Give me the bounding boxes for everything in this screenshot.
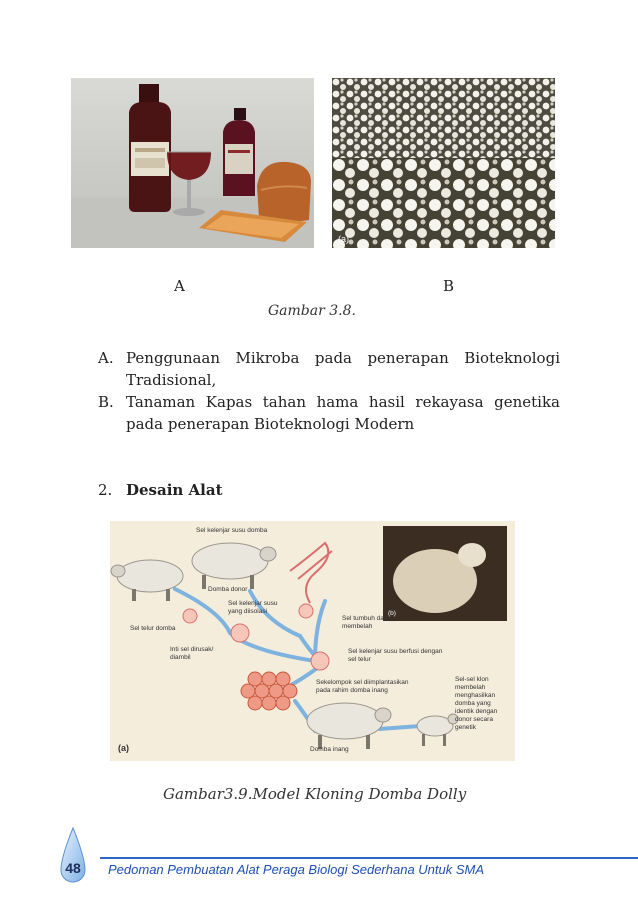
- diagram-label: membelah: [455, 684, 486, 691]
- list-item: [98, 347, 560, 391]
- list-line: Tradisional,: [126, 371, 217, 389]
- list-item: [98, 391, 560, 435]
- diagram-label: donor secara: [455, 716, 493, 723]
- list-line: Penggunaan Mikroba pada penerapan Bioteknologi: [126, 349, 560, 367]
- surrogate-sheep-icon: [307, 703, 391, 749]
- diagram-label: sel telur: [348, 656, 371, 663]
- diagram-label: yang diisolasi: [228, 608, 268, 615]
- figure-caption-3-8: Gambar 3.8.: [268, 303, 356, 319]
- panel-a-label: (a): [118, 743, 129, 753]
- water-drop-icon: [58, 826, 88, 888]
- diagram-label: menghasilkan: [455, 692, 496, 699]
- donor-sheep-icon: [192, 543, 276, 589]
- photo-wine-bread: [71, 78, 314, 248]
- wine-bread-icon: [71, 78, 314, 248]
- section-heading: [98, 481, 223, 499]
- cotton-field-icon: [332, 78, 555, 248]
- diagram-label: Domba donor: [208, 586, 248, 593]
- footer-rule: [100, 857, 638, 859]
- egg-donor-sheep-icon: [111, 560, 183, 601]
- footer-title: Pedoman Pembuatan Alat Peraga Biologi Sederhana Untuk SMA: [108, 862, 485, 877]
- section-number: 2.: [98, 481, 113, 499]
- photo-b-corner-label: (a): [338, 234, 349, 244]
- diagram-label: pada rahim domba inang: [316, 687, 388, 694]
- diagram-label: Sel kelenjar susu: [228, 600, 278, 607]
- cell-cluster-icon: [241, 672, 297, 710]
- diagram-label: Sel kelenjar susu berfusi dengan: [348, 648, 443, 655]
- diagram-label: Sel tumbuh dan: [342, 615, 388, 622]
- photo-cotton-field: [332, 78, 555, 248]
- diagram-label: identik dengan: [455, 708, 498, 715]
- figure-caption-3-9: Gambar3.9.Model Kloning Domba Dolly: [163, 785, 467, 803]
- list-marker: B.: [98, 393, 114, 411]
- page-number: 48: [65, 860, 81, 876]
- diagram-label: diambil: [170, 654, 191, 661]
- list-marker: A.: [98, 349, 114, 367]
- diagram-label: Sekelompok sel diimplantasikan: [316, 679, 409, 686]
- dolly-photo: [383, 526, 507, 621]
- diagram-label: Sel telur domba: [130, 625, 176, 632]
- dna-helix-icon: [290, 543, 332, 603]
- diagram-label: domba yang: [455, 700, 491, 707]
- diagram-label: membelah: [342, 623, 373, 630]
- diagram-label: Sel-sel klon: [455, 676, 489, 683]
- list-line: pada penerapan Bioteknologi Modern: [126, 415, 415, 433]
- diagram-label: Inti sel dirusak/: [170, 646, 214, 653]
- figure-label-a: A: [174, 277, 185, 295]
- panel-b-label: (b): [388, 610, 396, 617]
- list-line: Tanaman Kapas tahan hama hasil rekayasa genetika: [126, 393, 560, 411]
- diagram-label: Sel kelenjar susu domba: [196, 527, 268, 534]
- section-title: Desain Alat: [126, 481, 223, 499]
- dolly-cloning-diagram: [110, 521, 515, 761]
- diagram-label: Domba inang: [310, 746, 349, 753]
- figure-label-b: B: [443, 277, 455, 295]
- lamb-icon: [417, 714, 458, 746]
- diagram-label: genetik: [455, 724, 476, 731]
